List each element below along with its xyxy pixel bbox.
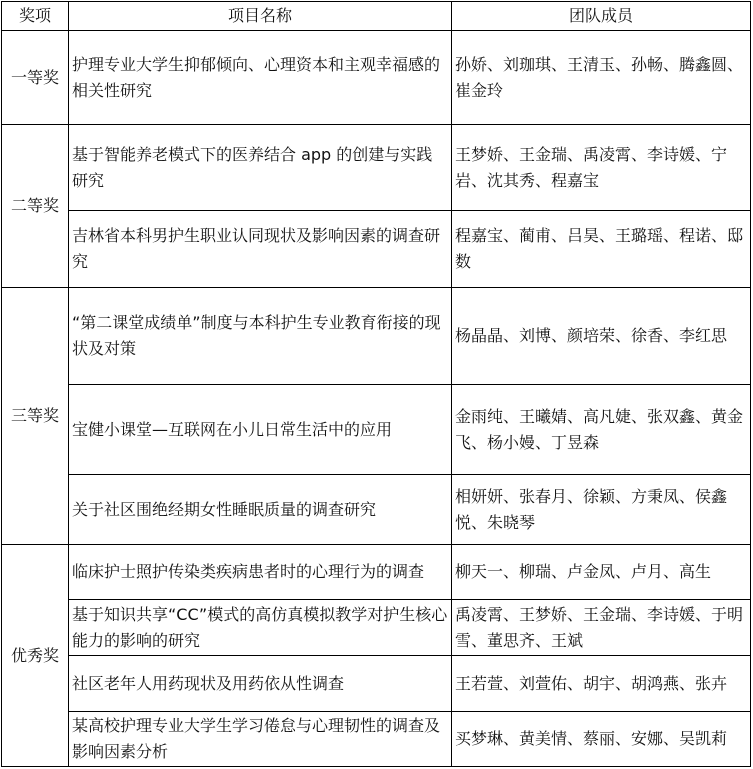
project-name: 宝健小课堂—互联网在小儿日常生活中的应用	[69, 385, 452, 475]
table-row	[2, 211, 751, 288]
project-name: 临床护士照护传染类疾病患者时的心理行为的调查	[69, 545, 452, 600]
team-members: 禹凌霄、王梦娇、王金瑞、李诗媛、于明雪、董思齐、王斌	[452, 600, 751, 656]
header-members: 团队成员	[452, 2, 751, 31]
table-row	[2, 125, 751, 211]
table-row	[2, 712, 751, 767]
award-level-third: 三等奖	[2, 288, 69, 545]
project-name: “第二课堂成绩单”制度与本科护生专业教育衔接的现状及对策	[69, 288, 452, 385]
team-members: 孙娇、刘珈琪、王清玉、孙畅、腾鑫圆、崔金玲	[452, 31, 751, 125]
project-name: 基于知识共享“CC”模式的高仿真模拟教学对护生核心能力的影响的研究	[69, 600, 452, 656]
project-name: 某高校护理专业大学生学习倦怠与心理韧性的调查及影响因素分析	[69, 712, 452, 767]
header-row	[2, 2, 751, 31]
table-row	[2, 385, 751, 475]
project-name: 关于社区围绝经期女性睡眠质量的调查研究	[69, 475, 452, 545]
team-members: 王若萱、刘萱佑、胡宇、胡鸿燕、张卉	[452, 656, 751, 712]
award-level-first: 一等奖	[2, 31, 69, 125]
table-row	[2, 475, 751, 545]
award-level-second: 二等奖	[2, 125, 69, 288]
team-members: 杨晶晶、刘博、颜培荣、徐香、李红思	[452, 288, 751, 385]
awards-table	[1, 1, 751, 767]
table-row	[2, 545, 751, 600]
table-row	[2, 288, 751, 385]
project-name: 吉林省本科男护生职业认同现状及影响因素的调查研究	[69, 211, 452, 288]
team-members: 相妍妍、张春月、徐颖、方秉凤、侯鑫悦、朱晓琴	[452, 475, 751, 545]
team-members: 金雨纯、王曦婧、高凡婕、张双鑫、黄金飞、杨小嫚、丁昱森	[452, 385, 751, 475]
table-row	[2, 656, 751, 712]
header-award: 奖项	[2, 2, 69, 31]
table-row	[2, 600, 751, 656]
team-members: 买梦琳、黄美情、蔡丽、安娜、吴凯莉	[452, 712, 751, 767]
project-name: 护理专业大学生抑郁倾向、心理资本和主观幸福感的相关性研究	[69, 31, 452, 125]
team-members: 王梦娇、王金瑞、禹凌霄、李诗媛、宁岩、沈其秀、程嘉宝	[452, 125, 751, 211]
project-name: 基于智能养老模式下的医养结合 app 的创建与实践研究	[69, 125, 452, 211]
table-row	[2, 31, 751, 125]
project-name: 社区老年人用药现状及用药依从性调查	[69, 656, 452, 712]
header-project: 项目名称	[69, 2, 452, 31]
team-members: 柳天一、柳瑞、卢金凤、卢月、高生	[452, 545, 751, 600]
award-level-excellence: 优秀奖	[2, 545, 69, 767]
team-members: 程嘉宝、蔺甫、吕昊、王璐瑶、程诺、邸数	[452, 211, 751, 288]
